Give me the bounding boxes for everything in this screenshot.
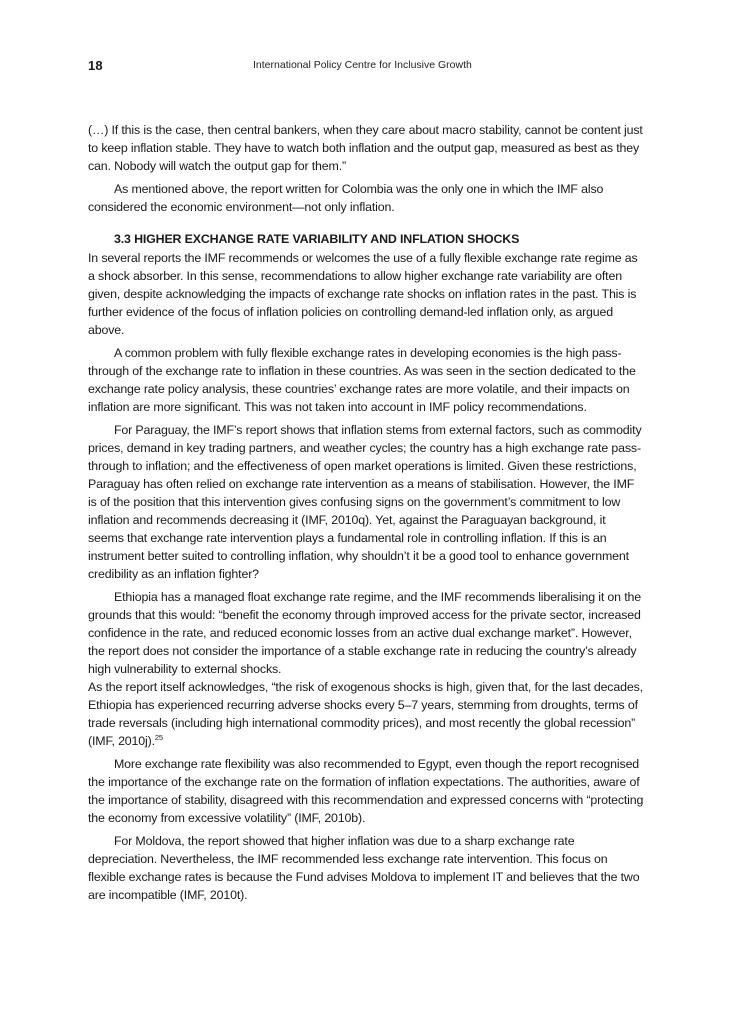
moldova-paragraph: For Moldova, the report showed that higher inflation was due to a sharp exchange rate depreciation. Nevertheless, the IMF recommended less exchange rate intervention. This focus on flexible exchange rates is because the Fund advises Moldova to implement IT and believes that the two are incompatible (IMF, 2010t). (88, 834, 640, 902)
body-text (88, 121, 644, 904)
page-header (88, 58, 641, 78)
quote-continuation-paragraph: (…) If this is the case, then central bankers, when they care about macro stability, cannot be content just to keep inflation stable. They have to watch both inflation and the output gap, measured as best as they can. Nobody will watch the output gap for them.” (88, 123, 643, 173)
egypt-paragraph: More exchange rate flexibility was also recommended to Egypt, even though the report recognised the importance of the exchange rate on the formation of inflation expectations. The authorities, aware of the importance of stability, disagreed with this recommendation and expressed concerns with “protecting the economy from excessive volatility” (IMF, 2010b). (88, 757, 644, 825)
colombia-paragraph: As mentioned above, the report written for Colombia was the only one in which the IMF also considered the economic environment—not only inflation. (88, 182, 604, 214)
paraguay-paragraph: For Paraguay, the IMF’s report shows that inflation stems from external factors, such as commodity prices, demand in key trading partners, and weather cycles; the country has a high exchange rate pass-through to inflation; and the effectiveness of open market operations is limited. Given these restrictions, Paraguay has often relied on exchange rate intervention as a means of stabilisation. However, the IMF is of the position that this intervention gives confusing signs on the government’s commitment to low inflation and recommends decreasing it (IMF, 2010q). Yet, against the Paraguayan background, it seems that exchange rate intervention plays a fundamental role in controlling inflation. If this is an instrument better suited to controlling inflation, why shouldn’t it be a good tool to enhance government credibility as an inflation fighter? (88, 423, 642, 581)
pass-through-paragraph: A common problem with fully flexible exchange rates in developing economies is the high pass-through of the exchange rate to inflation in these countries. As was seen in the section dedicated to the exchange rate policy analysis, these countries’ exchange rates are more volatile, and their impacts on inflation are more significant. This was not taken into account in IMF policy recommendations. (88, 346, 636, 414)
running-title: International Policy Centre for Inclusive Growth (253, 59, 472, 71)
ethiopia-quote-paragraph (88, 678, 644, 750)
footnote-marker[interactable]: 25 (154, 732, 163, 742)
page-number: 18 (88, 58, 103, 73)
ethiopia-quote-text: As the report itself acknowledges, “the risk of exogenous shocks is high, given that, for the last decades, Ethiopia has experienced recurring adverse shocks every 5–7 years, stemming from droughts, terms of trade reversals (including high international commodity prices), and most recently the global recession” (IMF, 2010j). (88, 680, 643, 748)
section-heading: 3.3 HIGHER EXCHANGE RATE VARIABILITY AND INFLATION SHOCKS (114, 232, 520, 246)
shock-absorber-paragraph: In several reports the IMF recommends or welcomes the use of a fully flexible exchange rate regime as a shock absorber. In this sense, recommendations to allow higher exchange rate variability are often given, despite acknowledging the impacts of exchange rate shocks on inflation rates in the past. This is further evidence of the focus of inflation policies on controlling demand-led inflation only, as argued above. (88, 251, 638, 337)
ethiopia-paragraph: Ethiopia has a managed float exchange rate regime, and the IMF recommends liberalising it on the grounds that this would: “benefit the economy through improved access for the private sector, increased confidence in the rate, and reduced economic losses from an active dual exchange market”. However, the report does not consider the importance of a stable exchange rate in reducing the country’s already high vulnerability to external shocks. (88, 590, 641, 676)
